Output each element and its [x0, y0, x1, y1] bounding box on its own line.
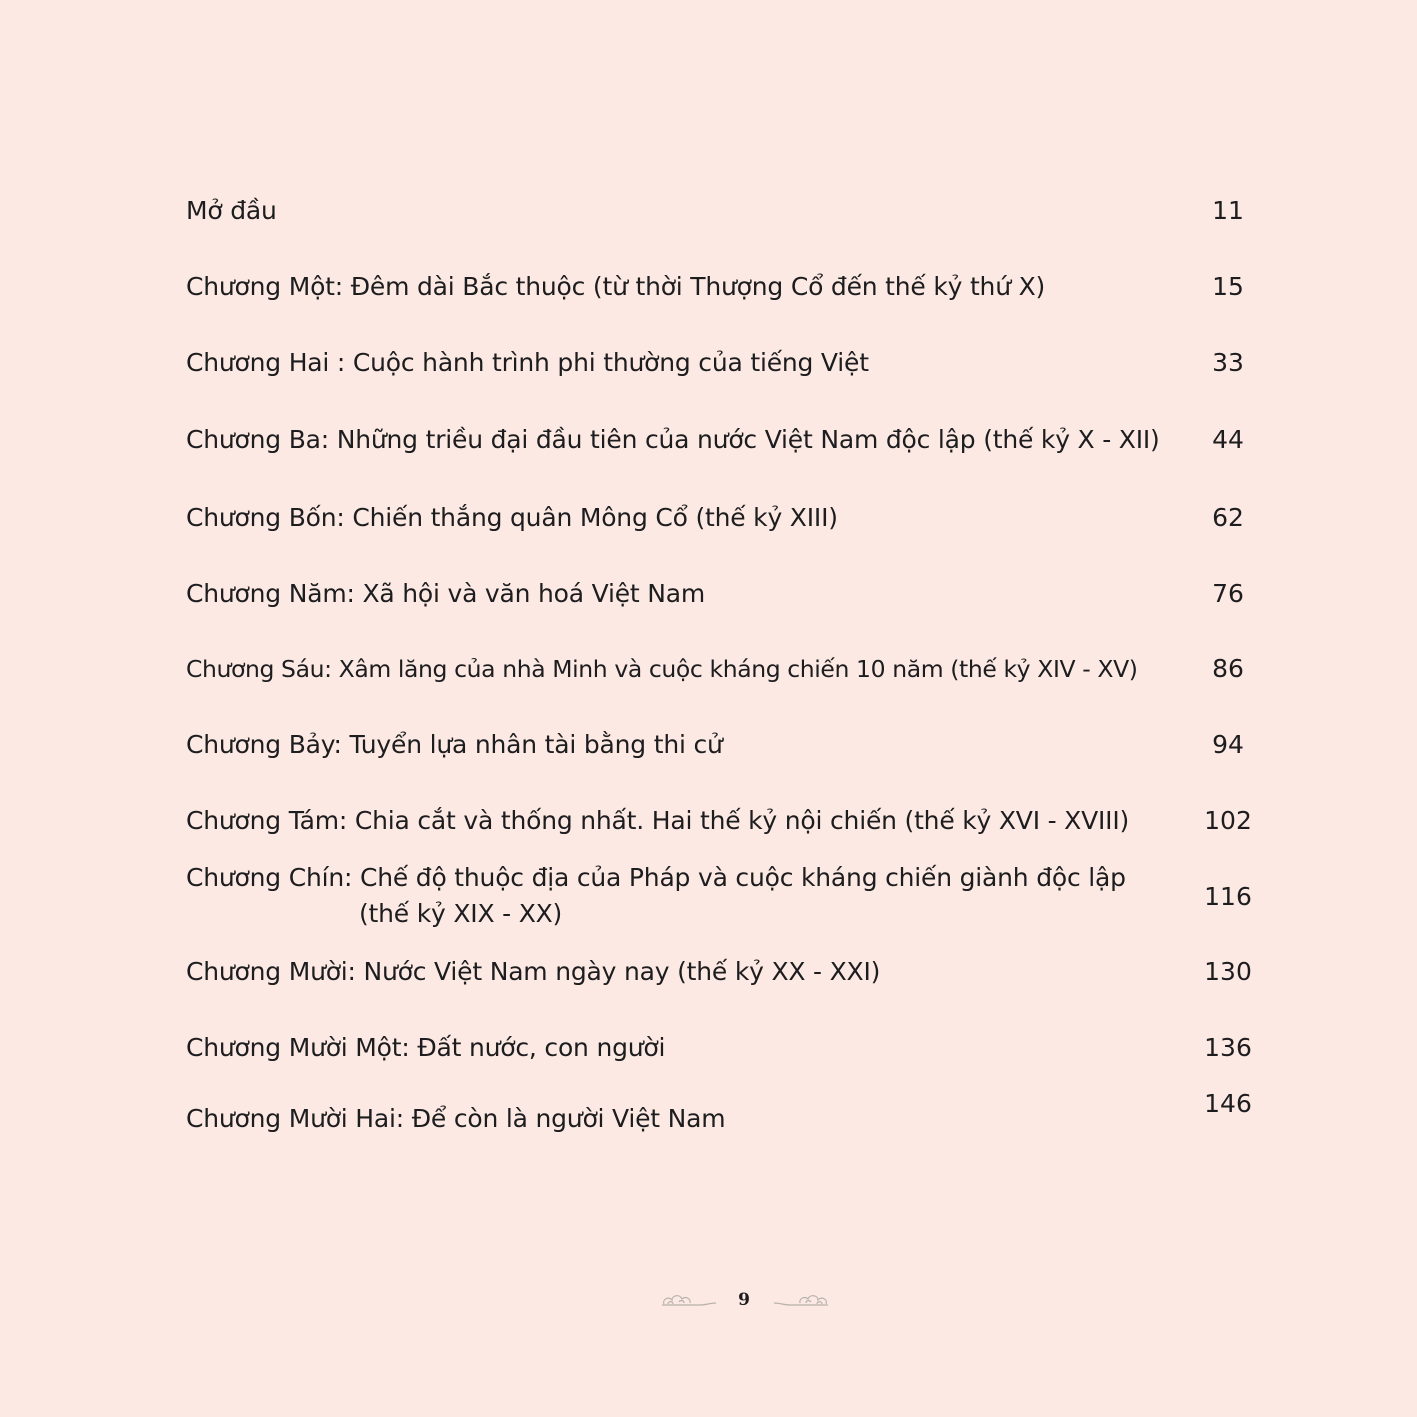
toc-entry-title — [186, 860, 1126, 932]
toc-entry-title: Chương Năm: Xã hội và văn hoá Việt Nam — [186, 579, 706, 608]
toc-entry[interactable] — [186, 803, 1286, 843]
toc-entry-page: 102 — [1204, 806, 1252, 835]
toc-entry[interactable] — [186, 422, 1286, 462]
page-footer — [660, 1286, 830, 1314]
toc-entry[interactable] — [186, 727, 1286, 767]
toc-entry-page: 130 — [1204, 957, 1252, 986]
toc-entry-page: 15 — [1212, 272, 1244, 301]
toc-entry-title: Chương Hai : Cuộc hành trình phi thường của tiếng Việt — [186, 348, 869, 377]
toc-entry-page: 116 — [1204, 882, 1252, 911]
toc-entry[interactable] — [186, 269, 1286, 309]
toc-entry-title-line2: (thế kỷ XIX - XX) — [359, 899, 563, 928]
toc-entry-title: Chương Mười: Nước Việt Nam ngày nay (thế kỷ XX - XXI) — [186, 957, 881, 986]
toc-entry-page: 94 — [1212, 730, 1244, 759]
toc-entry[interactable] — [186, 345, 1286, 385]
toc-entry[interactable] — [186, 954, 1286, 994]
toc-entry-page: 146 — [1204, 1089, 1252, 1118]
toc-entry-title-line1: Chương Chín: Chế độ thuộc địa của Pháp và cuộc kháng chiến giành độc lập — [186, 863, 1126, 892]
toc-entry[interactable] — [186, 193, 1286, 233]
toc-entry-title: Chương Sáu: Xâm lăng của nhà Minh và cuộc kháng chiến 10 năm (thế kỷ XIV - XV) — [186, 655, 1138, 683]
toc-entry[interactable] — [186, 651, 1286, 691]
toc-entry-page: 33 — [1212, 348, 1244, 377]
page-number: 9 — [738, 1290, 750, 1310]
cloud-ornament-right-icon — [772, 1290, 830, 1310]
toc-entry[interactable] — [186, 576, 1286, 616]
toc-entry[interactable] — [186, 1030, 1286, 1070]
cloud-ornament-left-icon — [660, 1290, 718, 1310]
toc-entry-page: 76 — [1212, 579, 1244, 608]
toc-entry-title: Chương Bốn: Chiến thắng quân Mông Cổ (thế kỷ XIII) — [186, 503, 838, 532]
toc-entry-page: 136 — [1204, 1033, 1252, 1062]
toc-entry-title: Chương Mười Hai: Để còn là người Việt Nam — [186, 1104, 726, 1133]
toc-entry-title: Chương Tám: Chia cắt và thống nhất. Hai thế kỷ nội chiến (thế kỷ XVI - XVIII) — [186, 806, 1130, 835]
toc-entry[interactable] — [186, 860, 1286, 936]
toc-entry-title: Chương Mười Một: Đất nước, con người — [186, 1033, 666, 1062]
toc-entry-title: Chương Ba: Những triều đại đầu tiên của nước Việt Nam độc lập (thế kỷ X - XII) — [186, 425, 1160, 454]
toc-entry-page: 62 — [1212, 503, 1244, 532]
toc-entry-page: 44 — [1212, 425, 1244, 454]
toc-entry-title: Chương Một: Đêm dài Bắc thuộc (từ thời Thượng Cổ đến thế kỷ thứ X) — [186, 272, 1046, 301]
toc-entry[interactable] — [186, 500, 1286, 540]
toc-entry[interactable] — [186, 1086, 1286, 1146]
toc-entry-title: Mở đầu — [186, 196, 277, 225]
toc-entry-title: Chương Bảy: Tuyển lựa nhân tài bằng thi cử — [186, 730, 723, 759]
toc-entry-page: 86 — [1212, 654, 1244, 683]
toc-entry-page: 11 — [1212, 196, 1244, 225]
